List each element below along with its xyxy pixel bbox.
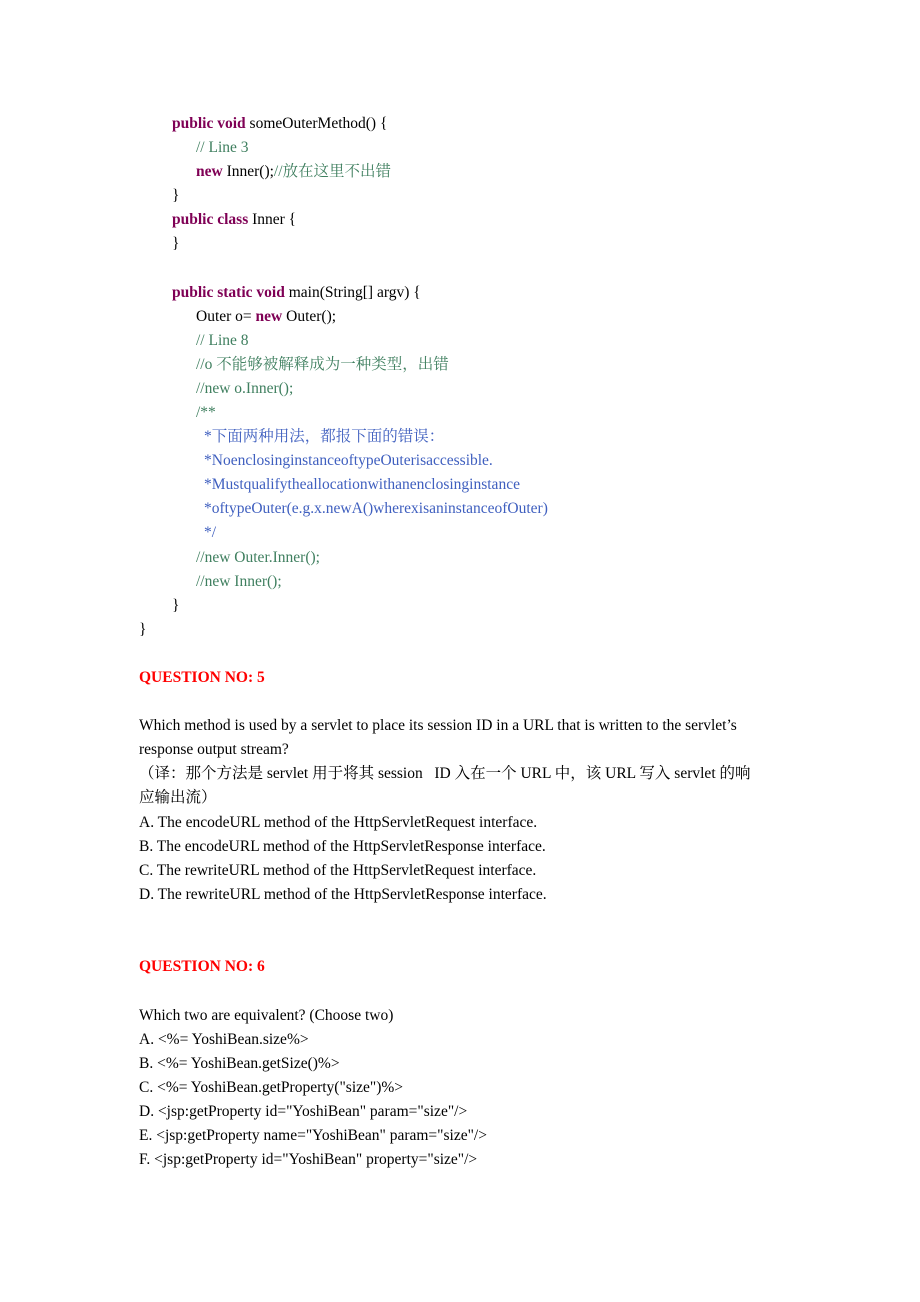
question-5-option-a: A. The encodeURL method of the HttpServletRequest interface. xyxy=(139,814,538,831)
code-line-3 xyxy=(196,162,391,182)
code-keyword: new xyxy=(255,308,283,325)
code-text: main(String[] argv) { xyxy=(284,284,421,301)
question-5-heading: QUESTION NO: 5 xyxy=(139,669,265,686)
code-comment: //new Outer.Inner(); xyxy=(196,549,320,566)
code-brace: } xyxy=(172,597,180,614)
code-text: someOuterMethod() { xyxy=(245,115,388,132)
question-5-translation: 应输出流） xyxy=(139,789,217,806)
code-line-8 xyxy=(196,307,336,327)
code-text: Outer(); xyxy=(282,308,337,325)
question-6-heading: QUESTION NO: 6 xyxy=(139,958,265,975)
question-5-text: Which method is used by a servlet to place its session ID in a URL that is written to the servlet’s xyxy=(139,717,737,734)
question-5-option-b: B. The encodeURL method of the HttpServletResponse interface. xyxy=(139,838,546,855)
code-comment: //new Inner(); xyxy=(196,573,282,590)
question-6-option-c: C. <%= YoshiBean.getProperty("size")%> xyxy=(139,1079,404,1096)
code-comment: // Line 3 xyxy=(196,139,249,156)
question-6-option-f: F. <jsp:getProperty id="YoshiBean" property="size"/> xyxy=(139,1151,478,1168)
question-6-text: Which two are equivalent? (Choose two) xyxy=(139,1007,394,1024)
code-doc-comment: *下面两种用法，都报下面的错误： xyxy=(204,428,445,445)
code-keyword: public static void xyxy=(172,284,285,301)
code-keyword: public void xyxy=(172,115,246,132)
code-brace: } xyxy=(172,187,180,204)
code-keyword: new xyxy=(196,163,223,180)
question-5-option-d: D. The rewriteURL method of the HttpServletResponse interface. xyxy=(139,886,547,903)
code-keyword: public class xyxy=(172,211,249,228)
question-6-option-a: A. <%= YoshiBean.size%> xyxy=(139,1031,309,1048)
question-6-option-e: E. <jsp:getProperty name="YoshiBean" param="size"/> xyxy=(139,1127,487,1144)
code-line-5 xyxy=(172,210,296,230)
code-comment: //new o.Inner(); xyxy=(196,380,294,397)
code-text: Inner(); xyxy=(222,163,274,180)
code-doc-comment: */ xyxy=(204,524,217,541)
code-doc-comment: *NoenclosinginstanceoftypeOuterisaccessible. xyxy=(204,452,493,469)
question-5-text: response output stream? xyxy=(139,741,289,758)
code-text: Outer o= xyxy=(196,308,256,325)
code-comment: /** xyxy=(196,404,216,421)
question-6-option-d: D. <jsp:getProperty id="YoshiBean" param="size"/> xyxy=(139,1103,468,1120)
code-comment: //o 不能够被解释成为一种类型，出错 xyxy=(196,356,449,373)
question-5-translation: （译：那个方法是 servlet 用于将其 session ID 入在一个 URL 中，该 URL 写入 servlet 的响 xyxy=(139,765,751,782)
question-5-option-c: C. The rewriteURL method of the HttpServletRequest interface. xyxy=(139,862,537,879)
code-doc-comment: *oftypeOuter(e.g.x.newA()wherexisaninstanceofOuter) xyxy=(204,500,548,517)
code-text: Inner { xyxy=(248,211,297,228)
question-6-option-b: B. <%= YoshiBean.getSize()%> xyxy=(139,1055,340,1072)
code-comment: //放在这里不出错 xyxy=(273,163,392,180)
code-brace: } xyxy=(172,235,180,252)
code-brace: } xyxy=(139,621,147,638)
code-line-7 xyxy=(172,283,421,303)
code-line-1 xyxy=(172,114,387,134)
code-comment: // Line 8 xyxy=(196,332,249,349)
code-doc-comment: *Mustqualifytheallocationwithanenclosinginstance xyxy=(204,476,520,493)
